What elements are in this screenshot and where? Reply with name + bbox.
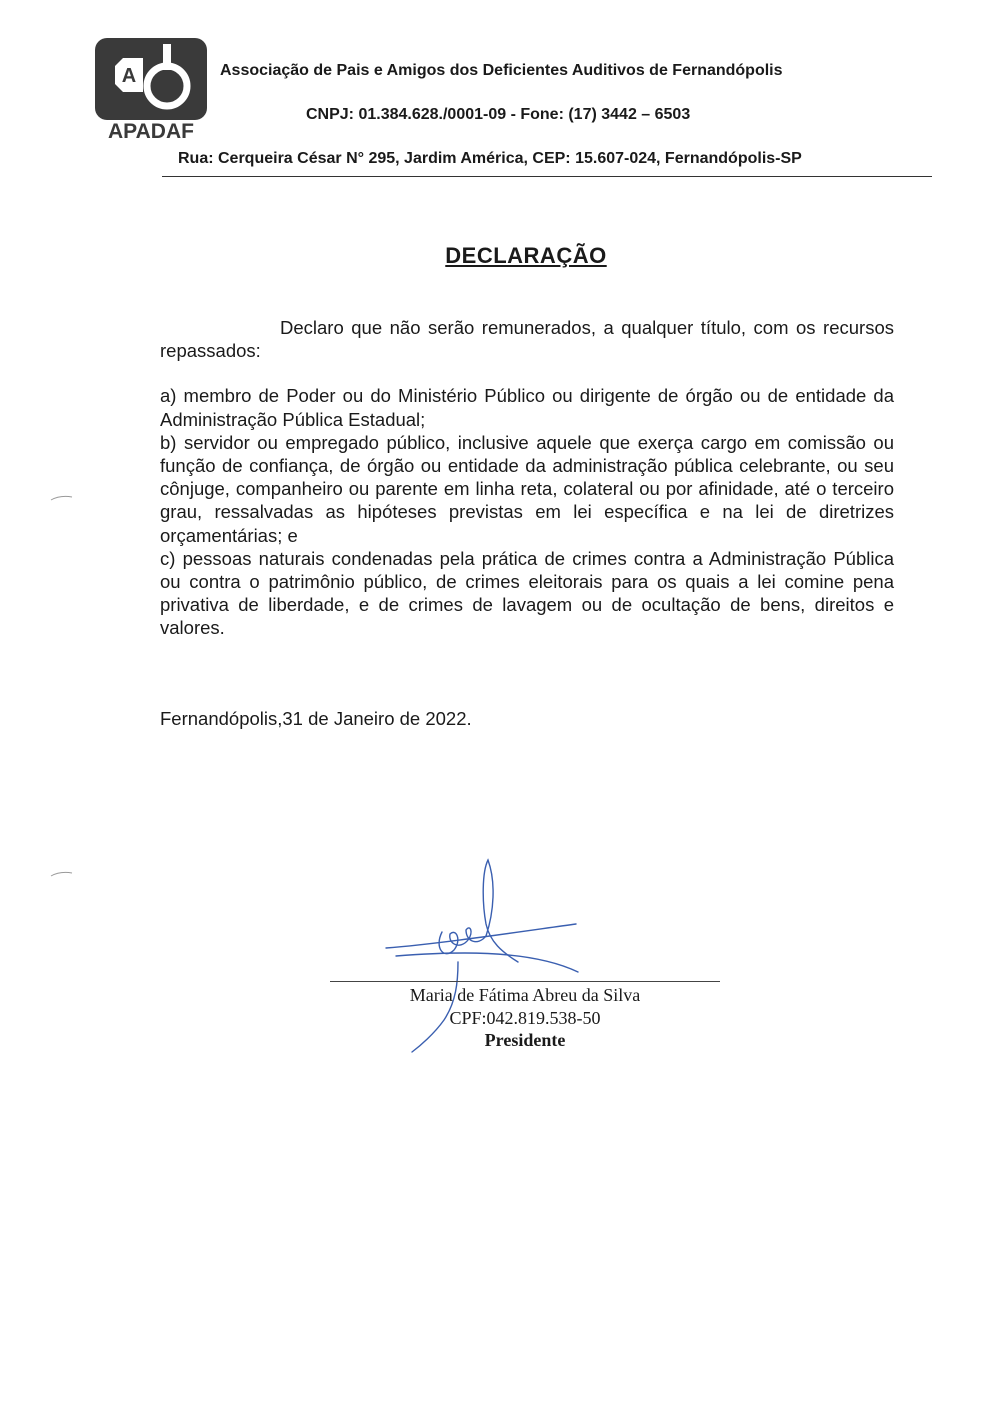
signatory-block: [330, 984, 720, 1052]
apadaf-logo: [93, 36, 209, 142]
declaration-body: [160, 316, 894, 640]
declaration-item-b: b) servidor ou empregado público, inclusive aquele que exerça cargo em comissão ou função de confiança, de órgão ou entidade da administração pública celebrante, ou seu cônjuge, companheiro ou parente em linha reta, colateral ou por afinidade, até o terceiro grau, ressalvadas as hipóteses previstas em lei específica e na lei de diretrizes orçamentárias; e: [160, 431, 894, 546]
document-title: DECLARAÇÃO: [445, 243, 607, 268]
logo-letter: A: [121, 65, 137, 87]
signatory-name: Maria de Fátima Abreu da Silva: [409, 985, 641, 1005]
logo-text: APADAF: [108, 120, 194, 142]
declaration-item-a: a) membro de Poder ou do Ministério Público ou dirigente de órgão ou de entidade da Administração Pública Estadual;: [160, 385, 894, 430]
organization-address: Rua: Cerqueira César N° 295, Jardim América, CEP: 15.607-024, Fernandópolis-SP: [178, 150, 802, 167]
signature-line: [330, 981, 720, 982]
declaration-item-c: c) pessoas naturais condenadas pela prática de crimes contra a Administração Pública ou contra o patrimônio público, de crimes eleitorais para os quais a lei comine pena privativa de liberdade, e de crimes de lavagem ou de ocultação de bens, direitos e valores.: [160, 547, 894, 639]
header-divider: [162, 176, 932, 177]
date-line: Fernandópolis,31 de Janeiro de 2022.: [160, 708, 472, 729]
signatory-role: Presidente: [484, 1030, 566, 1050]
declaration-intro: Declaro que não serão remunerados, a qualquer título, com os recursos repassados:: [160, 317, 894, 362]
scan-mark: [50, 494, 74, 502]
signatory-cpf: CPF:042.819.538-50: [449, 1007, 601, 1028]
organization-ids: CNPJ: 01.384.628./0001-09 - Fone: (17) 3442 – 6503: [306, 106, 691, 123]
scan-mark: [50, 870, 74, 878]
organization-name: Associação de Pais e Amigos dos Deficientes Auditivos de Fernandópolis: [220, 62, 783, 79]
